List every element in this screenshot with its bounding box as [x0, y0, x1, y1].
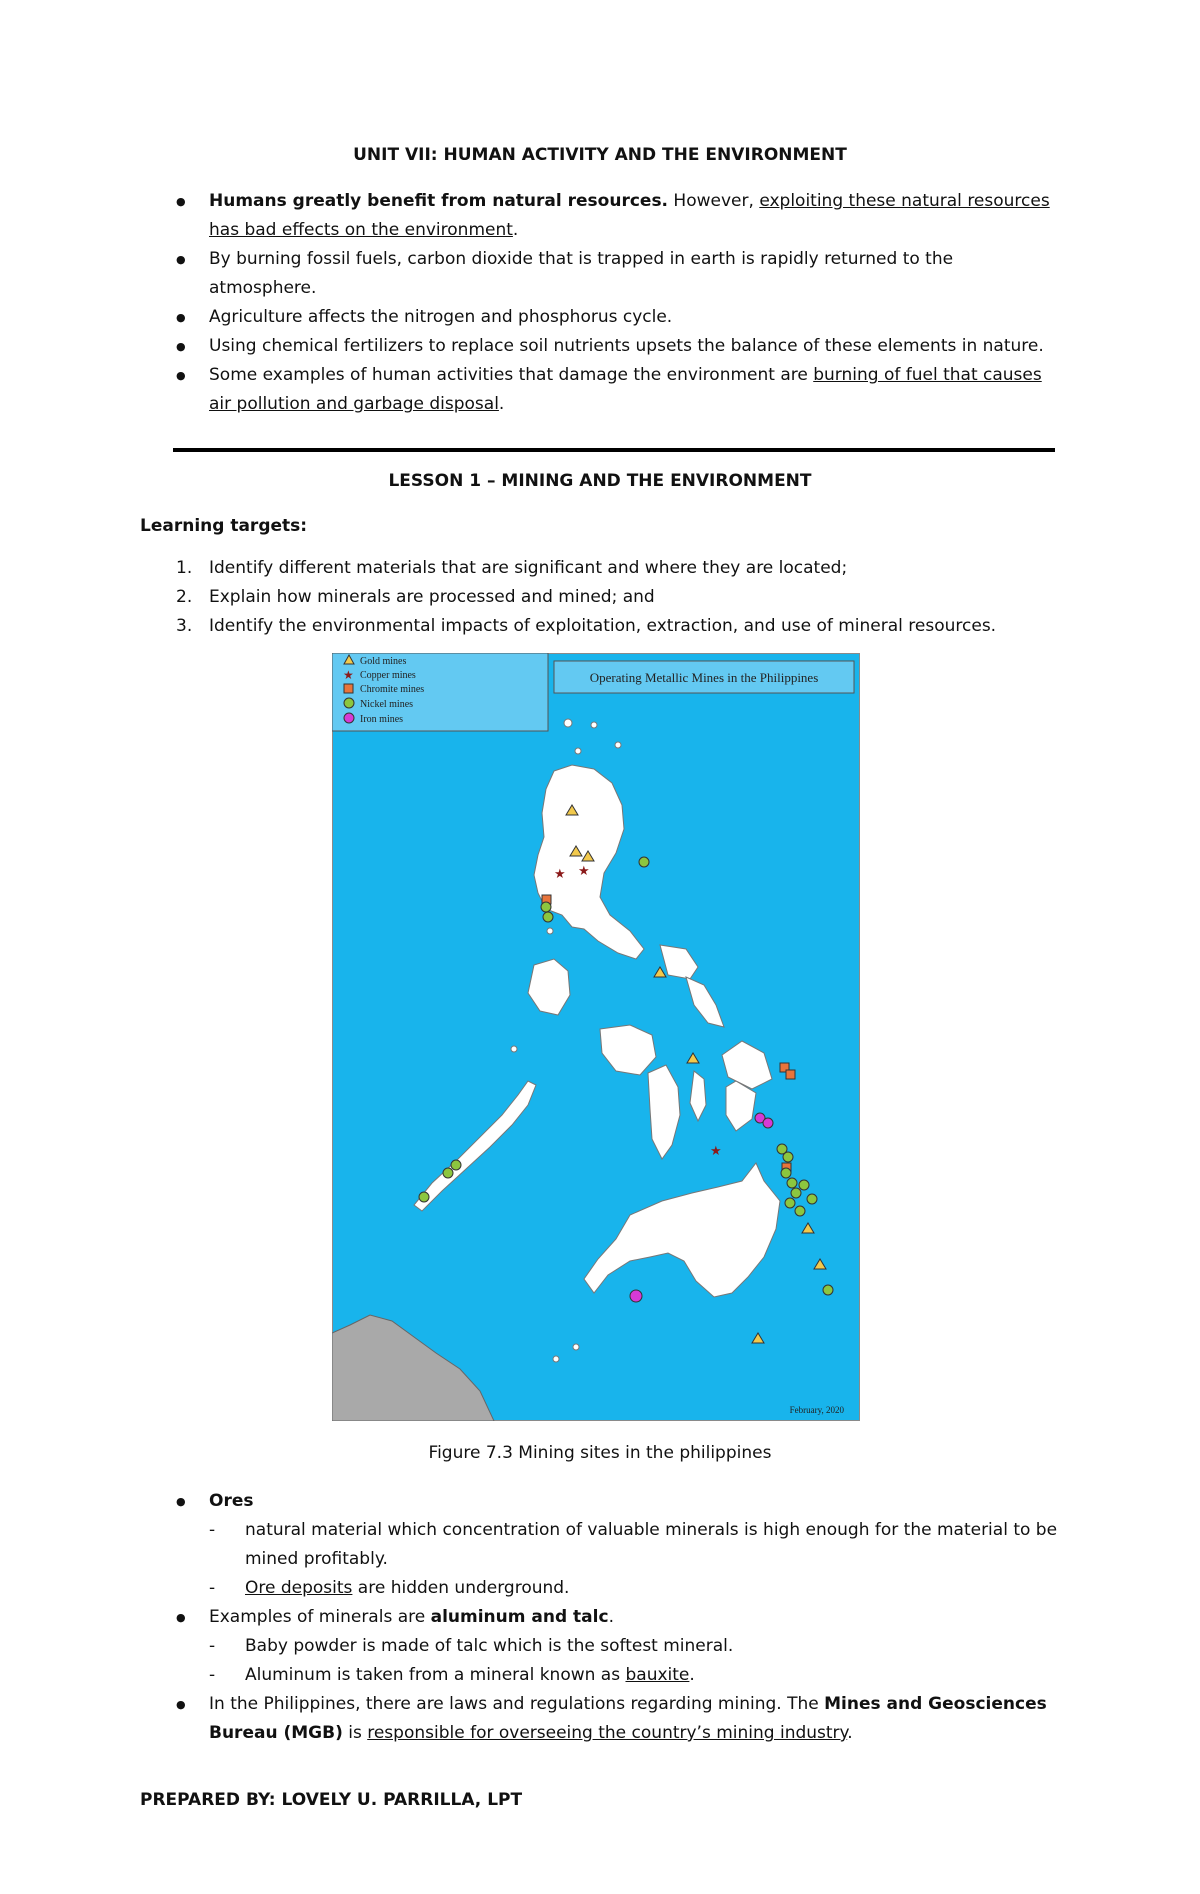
nickel-mine-marker	[781, 1168, 791, 1178]
text: Examples of minerals are	[209, 1607, 431, 1627]
text: Agriculture affects the nitrogen and phosphorus cycle.	[209, 307, 673, 327]
underlined-text: bauxite	[625, 1665, 690, 1685]
text: .	[608, 1607, 614, 1627]
nickel-mine-marker	[419, 1192, 429, 1202]
sea-background	[332, 653, 860, 1421]
section-divider	[173, 448, 1055, 452]
circle-icon	[344, 713, 354, 723]
text: In the Philippines, there are laws and regulations regarding mining. The	[209, 1694, 825, 1714]
item-number: 1.	[176, 558, 193, 578]
prepared-by-footer: PREPARED BY: LOVELY U. PARRILLA, LPT	[140, 1790, 523, 1810]
copper-mine-marker: ★	[578, 864, 590, 879]
list-item	[140, 1574, 1070, 1603]
list-item	[140, 1516, 1070, 1574]
list-item	[140, 612, 1060, 641]
nickel-mine-marker	[541, 902, 551, 912]
nickel-mine-marker	[795, 1206, 805, 1216]
nickel-mine-marker	[807, 1194, 817, 1204]
nickel-mine-marker	[639, 857, 649, 867]
iron-mine-marker	[630, 1290, 642, 1302]
text: .	[498, 394, 505, 414]
list-item	[140, 187, 1060, 245]
chromite-mine-marker	[786, 1070, 795, 1079]
text: are hidden underground.	[352, 1578, 570, 1598]
legend-label: Iron mines	[360, 714, 404, 725]
circle-icon	[344, 698, 354, 708]
star-icon: ★	[343, 668, 354, 682]
text: Baby powder is made of talc which is the softest mineral.	[245, 1636, 734, 1656]
learning-targets-list	[140, 554, 1060, 641]
text: is	[342, 1723, 368, 1743]
list-item	[140, 303, 1060, 332]
nickel-mine-marker	[785, 1198, 795, 1208]
list-item	[140, 583, 1060, 612]
nickel-mine-marker	[783, 1152, 793, 1162]
legend-label: Gold mines	[360, 656, 407, 667]
mining-map-figure	[332, 653, 860, 1421]
small-island	[615, 742, 621, 748]
ores-heading: Ores	[209, 1491, 254, 1511]
unit-title: UNIT VII: HUMAN ACTIVITY AND THE ENVIRONMENT	[353, 145, 847, 165]
list-item	[140, 361, 1060, 419]
text: By burning fossil fuels, carbon dioxide that is trapped in earth is rapidly returned to the atmosphere.	[209, 249, 954, 298]
item-number: 3.	[176, 616, 193, 636]
list-item	[140, 1690, 1070, 1748]
list-item	[140, 1632, 1070, 1661]
ores-list	[140, 1487, 1070, 1748]
small-island	[547, 928, 553, 934]
text: .	[689, 1665, 695, 1685]
text: Identify the environmental impacts of exploitation, extraction, and use of mineral resources.	[209, 616, 997, 636]
map-date: February, 2020	[789, 1405, 844, 1415]
list-item	[140, 1661, 1070, 1690]
legend-label: Nickel mines	[360, 699, 414, 710]
text: .	[512, 220, 519, 240]
map-title: Operating Metallic Mines in the Philippines	[589, 670, 819, 685]
iron-mine-marker	[763, 1118, 773, 1128]
text: Using chemical fertilizers to replace soil nutrients upsets the balance of these elements in nature.	[209, 336, 1044, 356]
list-item	[140, 332, 1060, 361]
small-island	[553, 1356, 559, 1362]
underlined-text: exploiting these natural resources has bad effects on the environment	[209, 191, 1050, 240]
small-island	[564, 719, 572, 727]
text: Aluminum is taken from a mineral known as	[245, 1665, 626, 1685]
text: .	[847, 1723, 853, 1743]
nickel-mine-marker	[787, 1178, 797, 1188]
text: Identify different materials that are significant and where they are located;	[209, 558, 848, 578]
learning-targets-label: Learning targets:	[140, 516, 308, 536]
underlined-text: Ore deposits	[245, 1578, 353, 1598]
underlined-text: responsible for overseeing the country’s mining industry	[367, 1723, 848, 1743]
small-island	[575, 748, 581, 754]
small-island	[511, 1046, 517, 1052]
bold-text: Mines and Geosciences Bureau (MGB)	[209, 1694, 1047, 1743]
figure-caption: Figure 7.3 Mining sites in the philippines	[428, 1443, 772, 1463]
list-item	[140, 1603, 1070, 1632]
square-icon	[344, 684, 353, 693]
text: Explain how minerals are processed and mined; and	[209, 587, 655, 607]
list-item	[140, 554, 1060, 583]
item-number: 2.	[176, 587, 193, 607]
small-island	[573, 1344, 579, 1350]
nickel-mine-marker	[543, 912, 553, 922]
nickel-mine-marker	[799, 1180, 809, 1190]
list-item	[140, 245, 1060, 303]
bold-text: Humans greatly benefit from natural resources.	[209, 191, 669, 211]
lesson-title: LESSON 1 – MINING AND THE ENVIRONMENT	[388, 471, 812, 491]
mining-map	[332, 653, 860, 1421]
text: However,	[668, 191, 760, 211]
unit-bullet-list	[140, 187, 1060, 419]
nickel-mine-marker	[451, 1160, 461, 1170]
nickel-mine-marker	[823, 1285, 833, 1295]
copper-mine-marker: ★	[554, 867, 566, 882]
copper-mine-marker: ★	[710, 1144, 722, 1159]
text: Some examples of human activities that damage the environment are	[209, 365, 814, 385]
small-island	[591, 722, 597, 728]
underlined-text: burning of fuel that causes air pollution and garbage disposal	[209, 365, 1042, 414]
bold-text: aluminum and talc	[430, 1607, 609, 1627]
text: natural material which concentration of valuable minerals is high enough for the material to be mined profitably.	[245, 1520, 1058, 1569]
list-item	[140, 1487, 1070, 1516]
nickel-mine-marker	[791, 1188, 801, 1198]
legend-label: Chromite mines	[360, 684, 425, 695]
legend-label: Copper mines	[360, 670, 416, 681]
nickel-mine-marker	[443, 1168, 453, 1178]
